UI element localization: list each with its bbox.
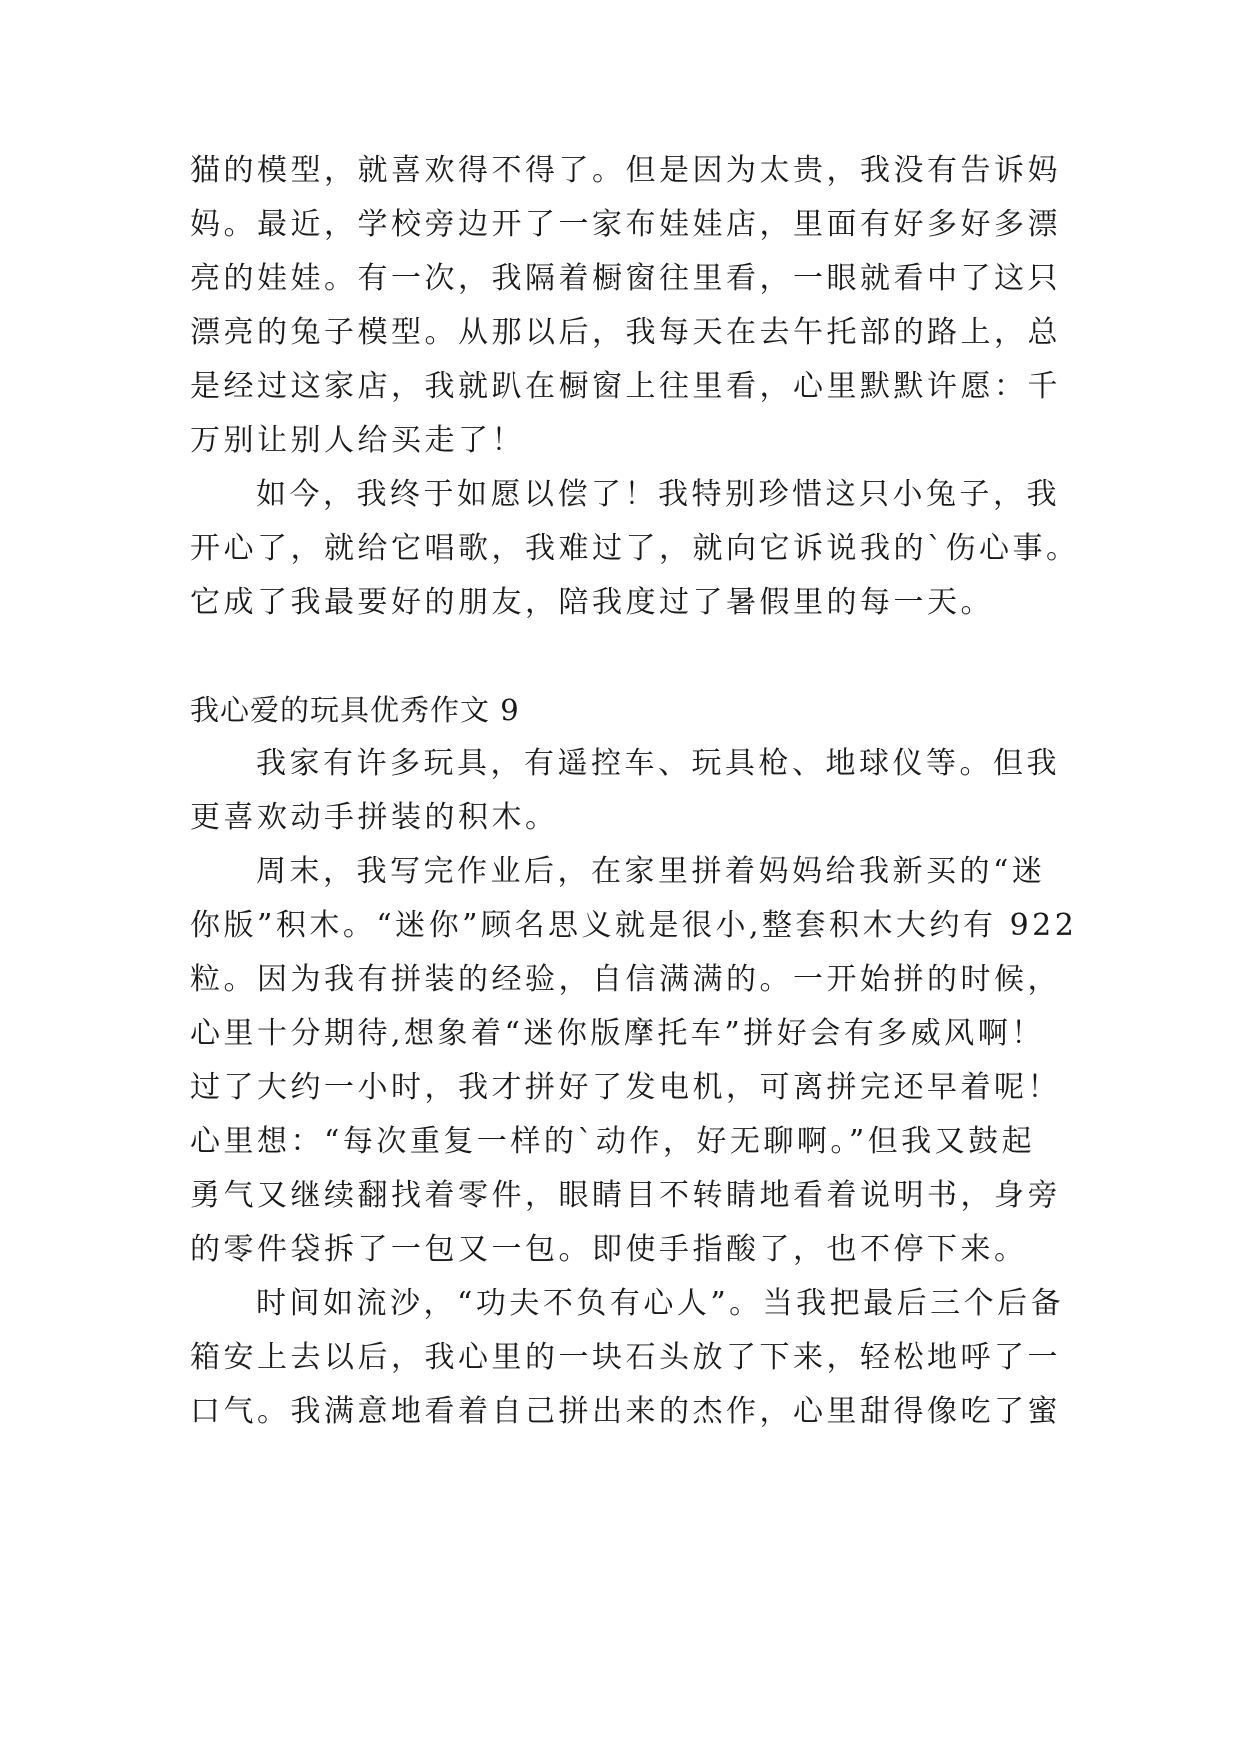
paragraph-line: 口气。我满意地看着自己拼出来的杰作，心里甜得像吃了蜜	[190, 1394, 1061, 1429]
paragraph-line: 时间如流沙，“功夫不负有心人”。当我把最后三个后备	[256, 1286, 1065, 1321]
paragraph-line: 漂亮的兔子模型。从那以后，我每天在去午托部的路上，总	[190, 315, 1061, 350]
paragraph-line: 的零件袋拆了一包又一包。即使手指酸了，也不停下来。	[190, 1232, 1028, 1267]
paragraph-line: 粒。因为我有拼装的经验，自信满满的。一开始拼的时候，	[190, 962, 1061, 997]
paragraph-line: 猫的模型，就喜欢得不得了。但是因为太贵，我没有告诉妈	[190, 153, 1061, 188]
paragraph-line: 箱安上去以后，我心里的一块石头放了下来，轻松地呼了一	[190, 1340, 1061, 1375]
paragraph-line: 是经过这家店，我就趴在橱窗上往里看，心里默默许愿：千	[190, 369, 1061, 404]
paragraph-line: 更喜欢动手拼装的积木。	[190, 800, 559, 835]
paragraph-line: 勇气又继续翻找着零件，眼睛目不转睛地看着说明书，身旁	[190, 1178, 1061, 1213]
paragraph-line: 我家有许多玩具，有遥控车、玩具枪、地球仪等。但我	[256, 746, 1060, 781]
paragraph-line: 心里想：“每次重复一样的`动作，好无聊啊。”但我又鼓起	[190, 1124, 1036, 1159]
paragraph-line: 如今，我终于如愿以偿了！我特别珍惜这只小兔子，我	[256, 477, 1060, 512]
essay-title: 我心爱的玩具优秀作文 9	[190, 693, 520, 727]
paragraph-line: 亮的娃娃。有一次，我隔着橱窗往里看，一眼就看中了这只	[190, 261, 1061, 296]
paragraph-line: 过了大约一小时，我才拼好了发电机，可离拼完还早着呢！	[190, 1070, 1061, 1105]
paragraph-line: 开心了，就给它唱歌，我难过了，就向它诉说我的`伤心事。	[190, 531, 1080, 566]
paragraph-line: 万别让别人给买走了！	[190, 423, 525, 458]
paragraph-line: 它成了我最要好的朋友，陪我度过了暑假里的每一天。	[190, 585, 994, 620]
paragraph-line: 妈。最近，学校旁边开了一家布娃娃店，里面有好多好多漂	[190, 207, 1061, 242]
paragraph-line: 心里十分期待,想象着“迷你版摩托车”拼好会有多威风啊！	[190, 1016, 1045, 1051]
paragraph-line: 你版”积木。“迷你”顾名思义就是很小,整套积木大约有 922	[190, 908, 1078, 943]
paragraph-line: 周末，我写完作业后，在家里拼着妈妈给我新买的“迷	[256, 854, 1046, 889]
